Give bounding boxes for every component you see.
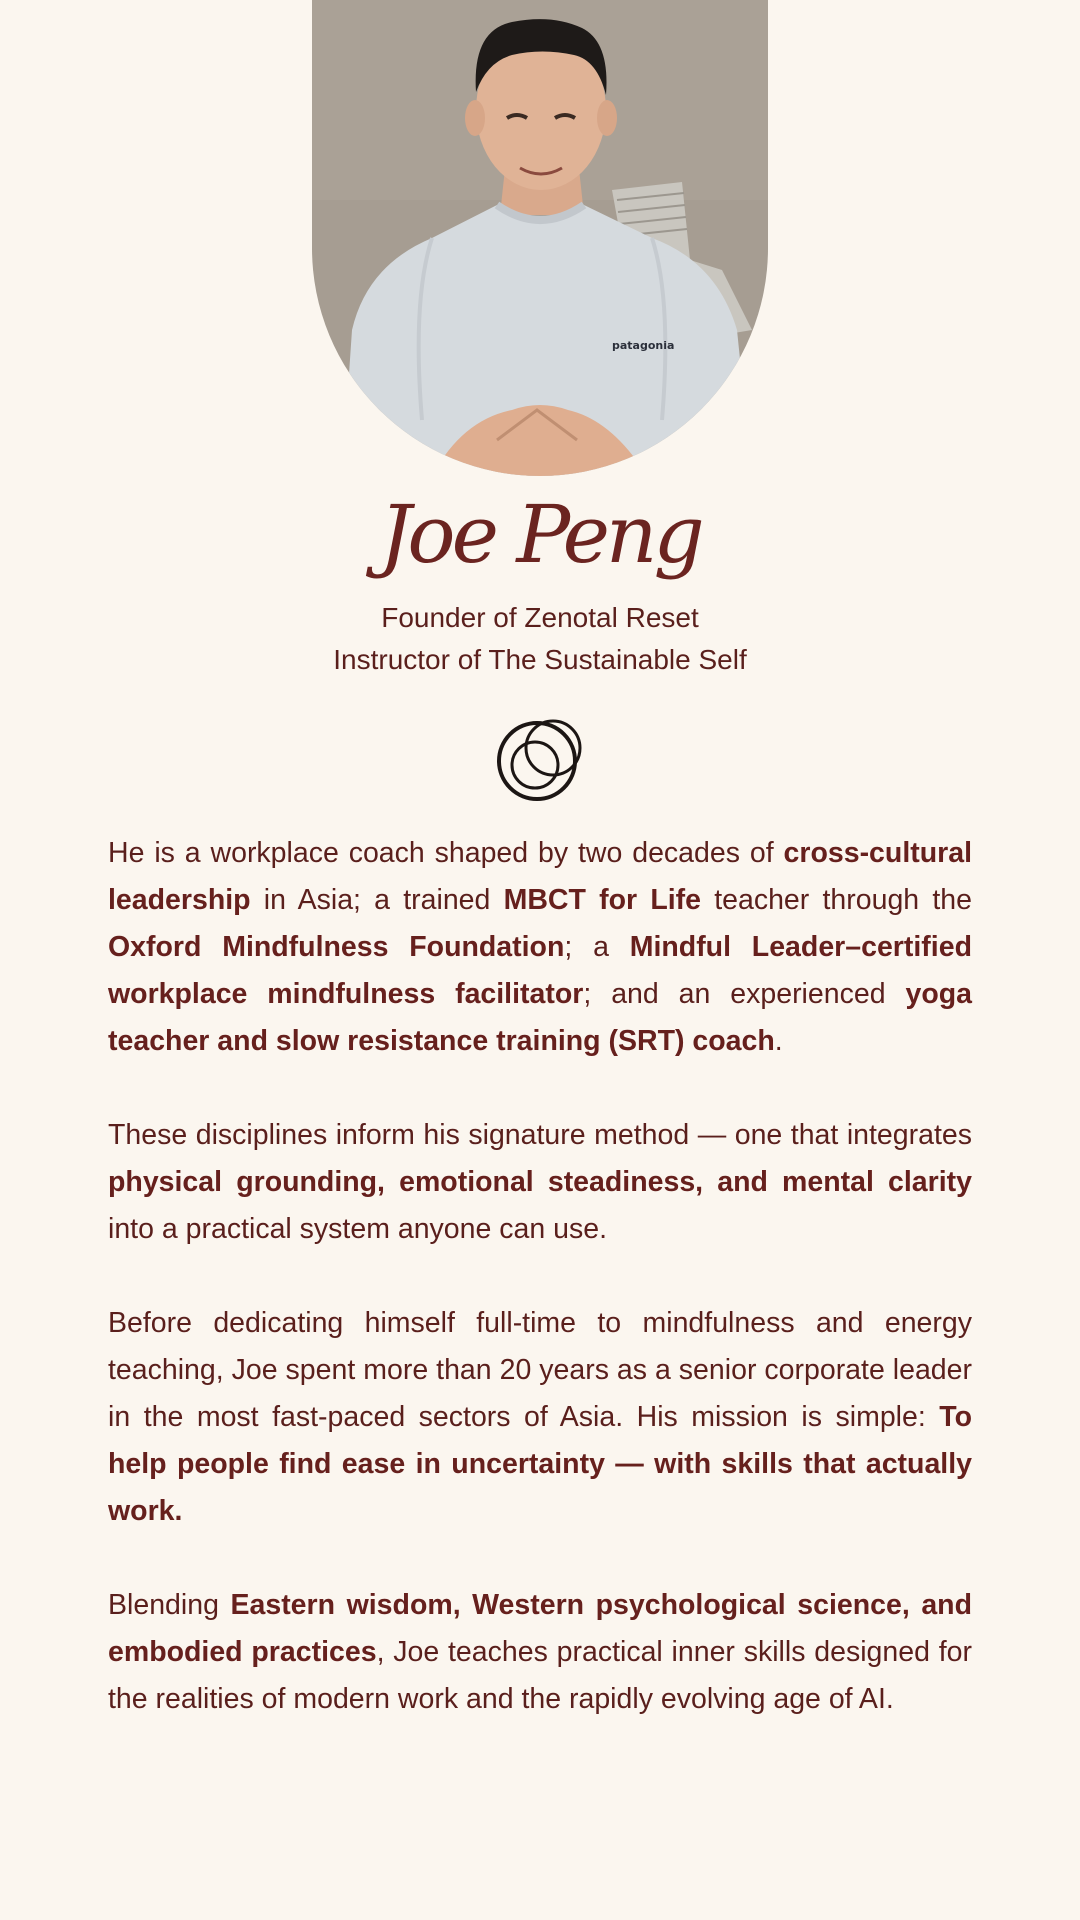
bio-text: ; a — [564, 931, 630, 963]
bio-text: teacher through the — [701, 884, 972, 916]
profile-title-founder: Founder of Zenotal Reset — [381, 602, 699, 633]
bio-paragraph-credentials — [108, 830, 972, 1065]
bio-paragraph-background — [108, 1300, 972, 1535]
bio-text: These disciplines inform his signature method — one that integrates — [108, 1119, 972, 1151]
interlocking-circles-logo-icon — [497, 715, 583, 801]
bio-paragraph-approach — [108, 1582, 972, 1723]
bio-text: in Asia; a trained — [250, 884, 504, 916]
shirt-logo-text: patagonia — [612, 339, 675, 352]
bio-text: , Joe teaches practical inner skills designed for the realities of modern work and the rapidly evolving age of AI. — [108, 1636, 972, 1715]
profile-photo — [312, 0, 768, 476]
bio-highlight: Mindful Leader–certified workplace mindfulness facilitator — [108, 931, 972, 1010]
bio-text: Blending — [108, 1589, 231, 1621]
profile-title-instructor: Instructor of The Sustainable Self — [333, 644, 747, 675]
profile-name: Joe Peng — [379, 488, 701, 581]
bio-highlight: Eastern wisdom, Western psychological science, and embodied practices — [108, 1589, 972, 1668]
bio-section — [108, 830, 972, 1723]
bio-highlight: physical grounding, emotional steadiness, and mental clarity — [108, 1166, 972, 1198]
bio-highlight: Oxford Mindfulness Foundation — [108, 931, 565, 963]
bio-highlight: cross-cultural leadership — [108, 837, 972, 916]
bio-text: Before dedicating himself full-time to mindfulness and energy teaching, Joe spent more than 20 years as a senior corporate leader in the most fast-paced sectors of Asia. His mission is simple: — [108, 1307, 972, 1433]
bio-highlight: yoga teacher and slow resistance training (SRT) coach — [108, 978, 972, 1057]
bio-text: He is a workplace coach shaped by two decades of — [108, 837, 784, 869]
bio-text: into a practical system anyone can use. — [108, 1213, 608, 1245]
bio-highlight: To help people find ease in uncertainty — with skills that actually work. — [108, 1401, 972, 1527]
bio-paragraph-method — [108, 1112, 972, 1253]
bio-text: . — [774, 1025, 783, 1057]
bio-highlight: MBCT for Life — [503, 884, 701, 916]
bio-text: ; and an experienced — [583, 978, 906, 1010]
